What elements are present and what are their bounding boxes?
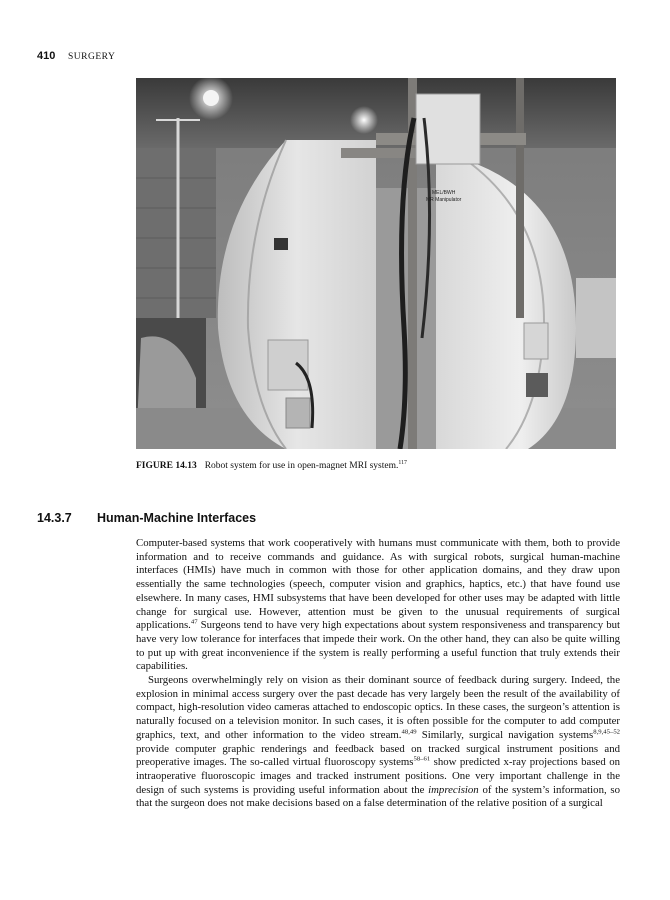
figure-caption xyxy=(136,461,407,471)
citation: 58–61 xyxy=(413,755,431,763)
paragraph xyxy=(136,537,620,674)
text-run: Similarly, surgical navigation systems xyxy=(416,728,594,741)
text-run: Surgeons tend to have very high expectations about system responsiveness and transparency but have very low tolerance for interfaces that impede their work. On the other hand, they can also be quite willing to put up with great inconvenience if the system is really performing a useful function that truly extends their capabilities. xyxy=(136,619,620,673)
running-head xyxy=(37,50,115,62)
section-number: 14.3.7 xyxy=(37,511,72,525)
figure-caption-text: Robot system for use in open-magnet MRI system. xyxy=(204,461,399,471)
text-run: provide computer graphic renderings and feedback based on tracked surgical instrument positions and preoperative images. The so-called virtual fluoroscopy systems xyxy=(136,742,620,769)
text-run: of the system’s information, so that the surgeon does not make decisions based on a false determination of the relative position of a surgical xyxy=(136,783,620,810)
text-run: show predicted x-ray projections based on intraoperative fluoroscopic images and tracked instrument positions. One very important challenge in the design of such systems is providing useful information about the xyxy=(136,756,620,796)
text-run: Computer-based systems that work cooperatively with humans must communicate with them, both to provide information and to receive commands and guidance. As with surgical robots, surgical human-machine interfaces (HMIs) have much in common with those for other application domains, and they draw upon essentially the same technologies (speech, computer vision and graphics, haptics, etc.) that have found use elsewhere. In many cases, HMI subsystems that have been developed for other uses may be adapted with little change for surgical use. However, attention must be given to the unusual requirements of surgical applications. xyxy=(136,537,620,632)
section-heading xyxy=(37,511,256,525)
emphasis: imprecision xyxy=(428,783,479,796)
equipment-label-2: MR Manipulator xyxy=(426,197,462,203)
citation: 8,9,45–52 xyxy=(593,728,620,736)
running-head-section: SURGERY xyxy=(67,52,116,62)
mri-robot-photo xyxy=(136,78,616,449)
citation: 47 xyxy=(190,618,198,626)
section-title: Human-Machine Interfaces xyxy=(97,511,257,525)
equipment-label-1: MEL/BWH xyxy=(432,190,456,196)
figure-label: FIGURE 14.13 xyxy=(136,461,197,471)
text-run: Surgeons overwhelmingly rely on vision as their dominant source of feedback during surgery. Indeed, the explosion in minimal access surgery over the past decade has very largely been the result of the availability of compact, high-resolution video cameras attached to endoscopic optics. In these cases, the surgeon’s attention is naturally focused on a television monitor. In such cases, it is often possible for the computer to add computer graphics, text, and other information to the video stream. xyxy=(136,674,620,741)
figure-photo xyxy=(136,78,616,449)
body-text xyxy=(136,537,620,811)
paragraph xyxy=(136,674,620,811)
page-number: 410 xyxy=(37,50,56,62)
citation: 117 xyxy=(398,459,407,466)
citation: 48,49 xyxy=(401,728,417,736)
